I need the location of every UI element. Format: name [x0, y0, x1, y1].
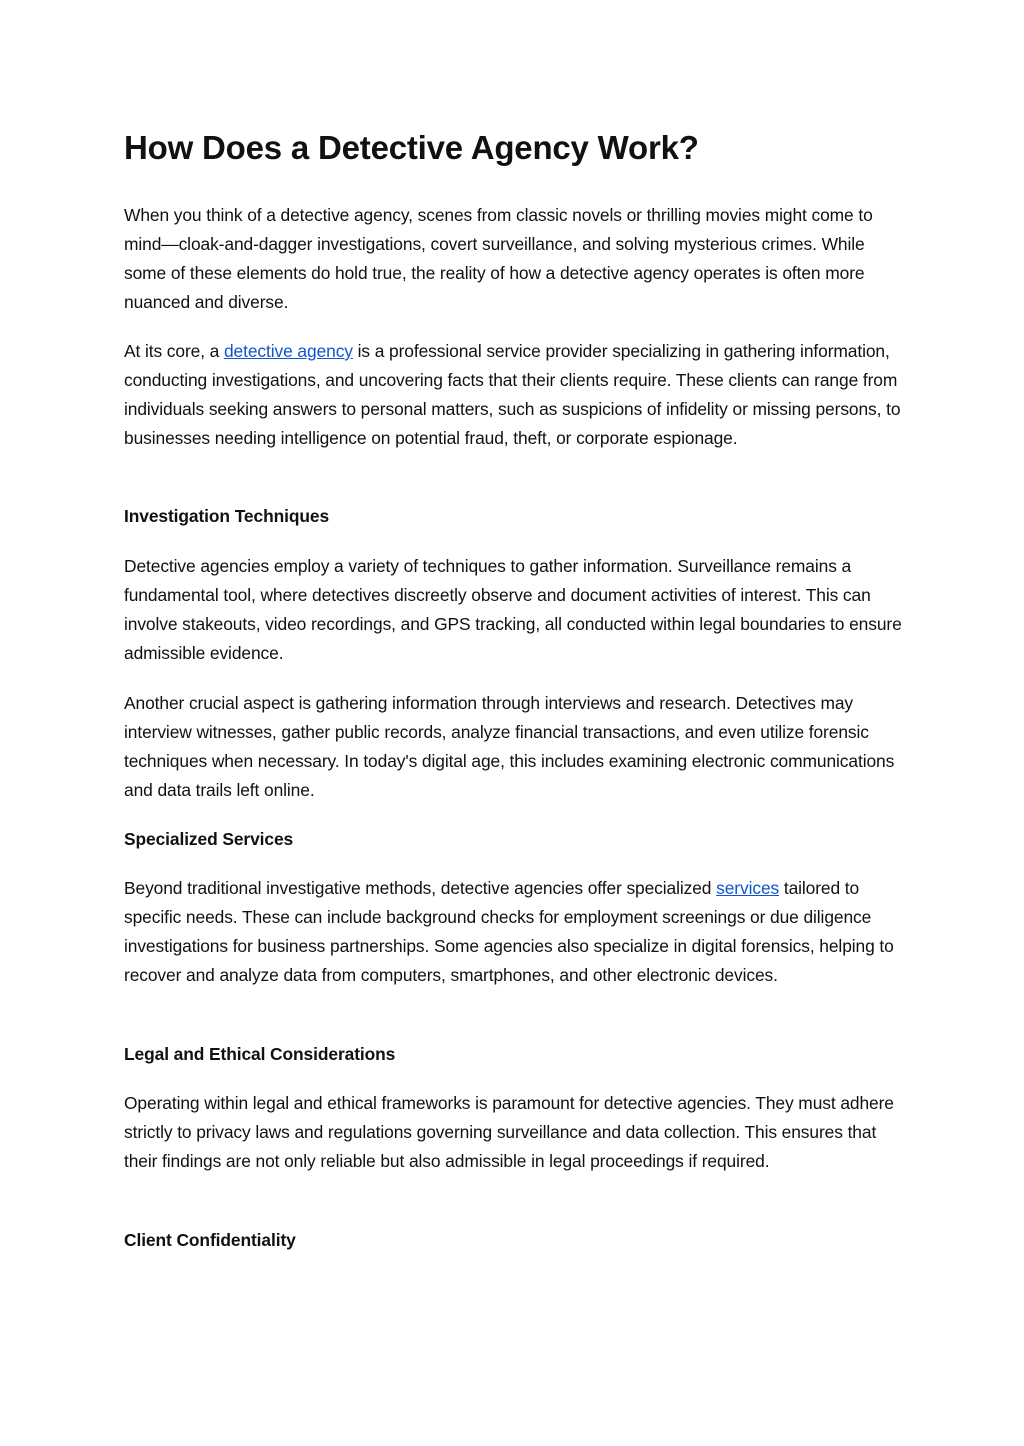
legal-paragraph: Operating within legal and ethical frameworks is paramount for detective agencies. They must adhere strictly to privacy laws and regulations governing surveillance and data collection. This ensures that their findings are not only reliable but also admissible in legal proceedings if required.: [124, 1093, 894, 1171]
heading-client-confidentiality: Client Confidentiality: [124, 1230, 296, 1250]
services-paragraph-text-after: tailored to specific needs. These can include background checks for employment screenings or due diligence investigations for business partnerships. Some agencies also specialize in digital forensics, helping to recover and analyze data from computers, smartphones, and other electronic devices.: [124, 878, 894, 985]
page-title: How Does a Detective Agency Work?: [124, 129, 699, 166]
core-paragraph: [124, 337, 904, 453]
heading-legal-ethical: Legal and Ethical Considerations: [124, 1044, 396, 1064]
core-paragraph-text-before: At its core, a: [124, 341, 224, 361]
intro-paragraph: When you think of a detective agency, scenes from classic novels or thrilling movies might come to mind—cloak-and-dagger investigations, covert surveillance, and solving mysterious crimes. While some of these elements do hold true, the reality of how a detective agency operates is often more nuanced and diverse.: [124, 205, 873, 312]
core-paragraph-text-after: is a professional service provider specializing in gathering information, conducting investigations, and uncovering facts that their clients require. These clients can range from individuals seeking answers to personal matters, such as suspicions of infidelity or missing persons, to businesses needing intelligence on potential fraud, theft, or corporate espionage.: [124, 341, 901, 448]
interviews-paragraph: Another crucial aspect is gathering information through interviews and research. Detectives may interview witnesses, gather public records, analyze financial transactions, and even utilize forensic techniques when necessary. In today's digital age, this includes examining electronic communications and data trails left online.: [124, 693, 895, 800]
heading-specialized-services: Specialized Services: [124, 829, 294, 849]
techniques-paragraph: Detective agencies employ a variety of techniques to gather information. Surveillance remains a fundamental tool, where detectives discreetly observe and document activities of interest. This can involve stakeouts, video recordings, and GPS tracking, all conducted within legal boundaries to ensure admissible evidence.: [124, 556, 902, 663]
services-paragraph: [124, 874, 904, 990]
services-paragraph-text-before: Beyond traditional investigative methods, detective agencies offer specialized: [124, 878, 717, 898]
heading-investigation-techniques: Investigation Techniques: [124, 506, 330, 526]
services-link[interactable]: services: [716, 878, 780, 898]
detective-agency-link[interactable]: detective agency: [223, 341, 353, 361]
